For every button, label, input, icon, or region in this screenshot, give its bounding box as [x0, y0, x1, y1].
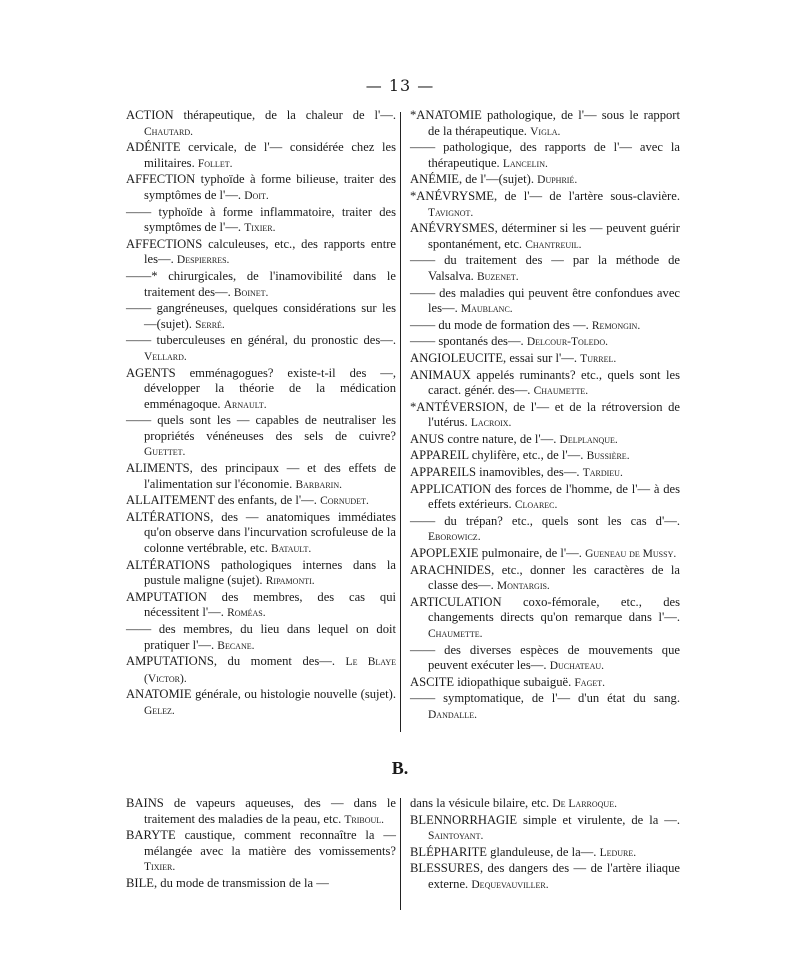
entry-author: Becane. [217, 639, 255, 652]
index-entry [126, 461, 396, 493]
entry-author: Ripamonti. [265, 575, 315, 588]
entry-text: —— pathologique, des rapports de l'— avec la thérapeutique. [410, 140, 680, 170]
entry-text: —— typhoïde à forme inflammatoire, traiter des symptômes de l'—. [126, 204, 396, 235]
entry-author: De Larroque. [552, 798, 617, 810]
index-entry [126, 876, 396, 892]
entry-text: ANGIOLEUCITE, essai sur l'—. [410, 350, 578, 365]
index-entry [410, 286, 680, 318]
index-entry [410, 514, 680, 546]
entry-author: Gueneau de Mussy. [585, 548, 677, 561]
entry-text: ARTICULATION coxo-fémorale, etc., des changements directs qu'on remarque dans l'—. [410, 594, 680, 625]
index-entry [410, 482, 680, 514]
entry-author: Ledure. [599, 846, 637, 859]
entry-author: Barbarin. [295, 478, 342, 491]
index-entry [410, 796, 680, 813]
entry-author: Vellard. [144, 350, 187, 363]
index-entry [410, 189, 680, 221]
entry-text: dans la vésicule bilaire, etc. [410, 796, 550, 810]
entry-text: —— gangréneuses, quelques considérations sur les —(sujet). [126, 301, 396, 331]
entry-author: Faget. [574, 676, 606, 689]
index-entry [410, 595, 680, 643]
entry-text: APPLICATION des forces de l'homme, de l'— à des effets extérieurs. [410, 481, 680, 512]
entry-author: Chantreuil. [525, 238, 582, 251]
entry-text: BLESSURES, des dangers des — de l'artère iliaque externe. [410, 861, 680, 891]
entry-text: ANÉMIE, de l'—(sujet). [410, 172, 534, 187]
index-entry [126, 108, 396, 140]
entry-author: Tixier. [144, 861, 176, 874]
index-entry [410, 140, 680, 172]
entry-author: Lancelin. [502, 157, 548, 170]
section-heading-b: B. [391, 758, 409, 778]
entry-text: AFFECTIONS calculeuses, etc., des rapports entre les—. [126, 236, 396, 267]
entry-author: Tardieu. [582, 467, 623, 480]
entry-author: Roméas. [227, 607, 266, 620]
entry-author: Despierres. [176, 254, 230, 267]
entry-text: ANATOMIE générale, ou histologie nouvelle (sujet). [126, 687, 396, 702]
index-entry [126, 687, 396, 719]
entry-text: ANÉVRYSMES, déterminer si les — peuvent guérir spontanément, etc. [410, 221, 680, 251]
entry-author: Guettet. [144, 446, 186, 459]
entry-text: *ANÉVRYSME, de l'— de l'artère sous-clavière. [410, 188, 680, 203]
entry-text: —— des diverses espèces de mouvements que peuvent exécuter les—. [410, 642, 680, 673]
index-entry [410, 253, 680, 285]
index-entry [126, 590, 396, 622]
index-entry [410, 465, 680, 482]
index-entry [126, 237, 396, 269]
entry-author: Lacroix. [470, 417, 512, 430]
entry-text: AMPUTATION des membres, des cas qui nécessitent l'—. [126, 589, 396, 620]
entry-author: Chaumette. [533, 385, 589, 398]
index-entry [126, 366, 396, 414]
index-entry [126, 558, 396, 590]
index-entry [410, 813, 680, 845]
index-entry [126, 796, 396, 828]
entry-author: Turrel. [580, 352, 617, 365]
entry-text: *ANTÉVERSION, de l'— et de la rétroversion de l'utérus. [410, 399, 680, 430]
entry-text: ALTÉRATIONS, des — anatomiques immédiates qu'on observe dans l'incurvation scrofuleuse de la colonne vertébrable, etc. [126, 509, 396, 556]
entry-text: ALTÉRATIONS pathologiques internes dans la pustule maligne (sujet). [126, 557, 396, 588]
column-left-b [126, 796, 396, 892]
index-entry [410, 318, 680, 335]
entry-text: AGENTS emménagogues? existe-t-il des —, développer la théorie de la médication emménagoque. [126, 365, 396, 411]
index-entry [410, 172, 680, 189]
index-entry [126, 205, 396, 237]
entry-author: Remongin. [591, 319, 641, 332]
entry-text: —— du mode de formation des —. [410, 317, 589, 332]
index-entry [126, 493, 396, 510]
entry-text: —— tuberculeuses en général, du pronostic des—. [126, 333, 396, 348]
entry-author: Cloarec. [514, 499, 558, 512]
column-divider-a [400, 112, 401, 732]
entry-author: Delplanque. [559, 433, 618, 446]
entry-text: —— du traitement des — par la méthode de Valsalva. [410, 253, 680, 283]
entry-author: Duphrié. [537, 174, 578, 187]
entry-text: ACTION thérapeutique, de la chaleur de l'—. [126, 108, 396, 122]
entry-text: BILE, du mode de transmission de la — [126, 875, 329, 890]
entry-author: Delcour-Toledo. [526, 336, 608, 349]
index-entry [126, 333, 396, 365]
entry-text: ANUS contre nature, de l'—. [410, 431, 557, 446]
entry-text: —— symptomatique, de l'— d'un état du sang. [410, 691, 680, 706]
page-number: — 13 — [365, 76, 435, 95]
entry-text: BARYTE caustique, comment reconnaître la — mélangée avec la matière des vomissements? [126, 828, 396, 858]
entry-author: Serré. [195, 318, 225, 331]
entry-text: AFFECTION typhoïde à forme bilieuse, traiter des symptômes de l'—. [126, 172, 396, 202]
index-entry [410, 691, 680, 723]
entry-author: Dequevauviller. [471, 878, 549, 891]
index-entry [410, 221, 680, 253]
entry-author: Eborowicz. [428, 531, 481, 544]
index-entry [126, 269, 396, 301]
entry-text: BAINS de vapeurs aqueuses, des — dans le traitement des maladies de la peau, etc. [126, 796, 396, 826]
entry-author: Follet. [197, 157, 233, 170]
entry-author: Doit. [244, 189, 269, 202]
entry-text: APPAREILS inamovibles, des—. [410, 465, 580, 480]
index-entry [126, 140, 396, 172]
index-entry [126, 172, 396, 204]
index-entry [126, 622, 396, 654]
entry-text: ANIMAUX appelés ruminants? etc., quels sont les caract. génér. des—. [410, 367, 680, 398]
index-entry [410, 448, 680, 465]
entry-text: AMPUTATIONS, du moment des—. [126, 654, 335, 669]
entry-text: APPAREIL chylifère, etc., de l'—. [410, 448, 584, 463]
entry-text: ASCITE idiopathique subaiguë. [410, 674, 572, 689]
entry-author: Bussière. [586, 450, 630, 463]
entry-author: Saintoyant. [428, 830, 484, 843]
entry-author: Cornudet. [320, 495, 369, 508]
entry-text: —— du trépan? etc., quels sont les cas d'—. [410, 513, 680, 528]
entry-text: BLÉPHARITE glanduleuse, de la—. [410, 844, 597, 859]
entry-text: —— des membres, du lieu dans lequel on doit pratiquer l'—. [126, 622, 396, 652]
index-entry [410, 432, 680, 449]
index-entry [410, 845, 680, 862]
index-entry [410, 563, 680, 595]
index-entry [410, 334, 680, 351]
entry-author: Tavignot. [428, 206, 474, 219]
entry-author: Chautard. [144, 125, 194, 138]
entry-text: BLENNORRHAGIE simple et virulente, de la —. [410, 812, 680, 827]
index-entry [410, 400, 680, 432]
entry-author: Boinet. [233, 286, 269, 299]
entry-author: Tixier. [244, 222, 276, 235]
entry-author: Le Blaye (Victor). [144, 656, 396, 685]
entry-author: Dandalle. [428, 708, 477, 721]
entry-author: Chaumette. [428, 628, 483, 640]
entry-author: Batault. [270, 543, 312, 556]
entry-text: —— quels sont les — capables de neutraliser les propriétés vénéneuses des sels de cuivre? [126, 413, 396, 443]
index-entry [410, 368, 680, 400]
column-right-a [410, 108, 680, 724]
entry-author: Maublanc. [460, 303, 513, 316]
index-entry [410, 108, 680, 140]
index-entry [410, 546, 680, 563]
entry-text: ARACHNIDES, etc., donner les caractères de la classe des—. [410, 562, 680, 593]
entry-author: Gelez. [144, 704, 175, 717]
index-entry [410, 675, 680, 692]
index-entry [126, 654, 396, 687]
index-entry [126, 828, 396, 876]
entry-author: Duchateau. [549, 660, 604, 673]
entry-text: APOPLEXIE pulmonaire, de l'—. [410, 546, 582, 561]
column-right-b [410, 796, 680, 894]
entry-author: Buzenet. [476, 270, 519, 283]
entry-text: —— des maladies qui peuvent être confondues avec les—. [410, 285, 680, 316]
entry-author: Vigla. [530, 125, 561, 138]
index-entry [410, 643, 680, 675]
index-entry [126, 413, 396, 461]
index-entry [126, 510, 396, 558]
entry-text: —— spontanés des—. [410, 334, 524, 349]
index-entry [410, 351, 680, 368]
entry-author: Arnault. [223, 398, 267, 411]
entry-text: ALLAITEMENT des enfants, de l'—. [126, 493, 317, 508]
entry-author: Triboul. [344, 813, 385, 826]
index-entry [126, 301, 396, 333]
index-entry [410, 861, 680, 893]
entry-text: ADÉNITE cervicale, de l'— considérée chez les militaires. [126, 140, 396, 170]
column-left-a [126, 108, 396, 720]
entry-text: *ANATOMIE pathologique, de l'— sous le rapport de la thérapeutique. [410, 108, 680, 138]
entry-author: Montargis. [496, 580, 550, 593]
entry-text: ——* chirurgicales, de l'inamovibilité dans le traitement des—. [126, 268, 396, 299]
column-divider-b [400, 798, 401, 910]
entry-text: ALIMENTS, des principaux — et des effets de l'alimentation sur l'économie. [126, 461, 396, 491]
